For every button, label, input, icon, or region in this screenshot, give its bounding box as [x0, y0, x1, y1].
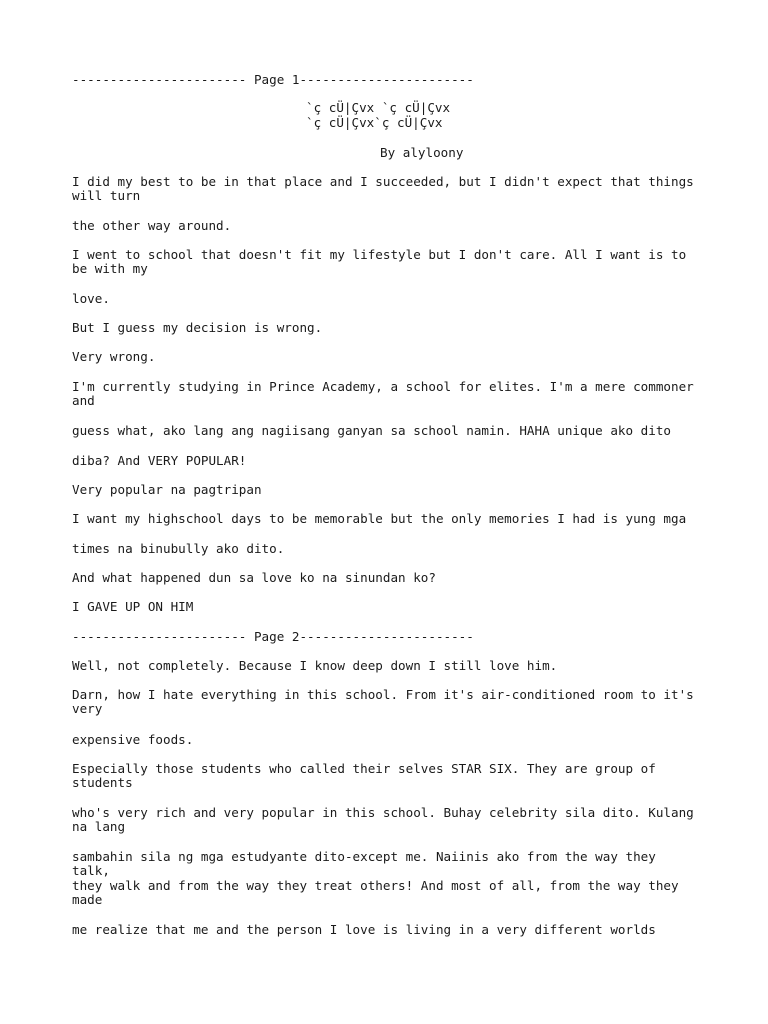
paragraph: But I guess my decision is wrong. — [72, 320, 323, 335]
paragraph: who's very rich and very popular in this school. Buhay celebrity sila dito. Kulang na lang — [72, 805, 702, 834]
paragraph: diba? And VERY POPULAR! — [72, 453, 247, 468]
page-1-separator: ----------------------- Page 1----------------------- — [72, 72, 474, 87]
paragraph: I'm currently studying in Prince Academy, a school for elites. I'm a mere commoner and — [72, 379, 702, 408]
title-line-1: `ç cÜ|Çvx `ç cÜ|Çvx — [306, 100, 451, 115]
paragraph: Well, not completely. Because I know deep down I still love him. — [72, 658, 558, 673]
paragraph: love. — [72, 291, 110, 306]
paragraph: I want my highschool days to be memorable but the only memories I had is yung mga — [72, 511, 687, 526]
paragraph: I GAVE UP ON HIM — [72, 599, 194, 614]
paragraph: expensive foods. — [72, 732, 194, 747]
byline: By alyloony — [380, 145, 464, 160]
paragraph: And what happened dun sa love ko na sinundan ko? — [72, 570, 436, 585]
paragraph: Very wrong. — [72, 349, 156, 364]
paragraph: times na binubully ako dito. — [72, 541, 285, 556]
paragraph: Very popular na pagtripan — [72, 482, 262, 497]
paragraph: me realize that me and the person I love is living in a very different worlds — [72, 922, 656, 937]
paragraph: I did my best to be in that place and I succeeded, but I didn't expect that things will turn — [72, 174, 702, 203]
paragraph: guess what, ako lang ang nagiisang ganyan sa school namin. HAHA unique ako dito — [72, 423, 671, 438]
title-line-2: `ç cÜ|Çvx`ç cÜ|Çvx — [306, 115, 443, 130]
paragraph: I went to school that doesn't fit my lifestyle but I don't care. All I want is to be with my — [72, 247, 694, 276]
paragraph: the other way around. — [72, 218, 232, 233]
page-2-separator: ----------------------- Page 2----------------------- — [72, 629, 474, 644]
paragraph: Especially those students who called their selves STAR SIX. They are group of students — [72, 761, 664, 790]
paragraph: they walk and from the way they treat others! And most of all, from the way they made — [72, 878, 687, 907]
paragraph: Darn, how I hate everything in this school. From it's air-conditioned room to it's very — [72, 687, 702, 716]
paragraph: sambahin sila ng mga estudyante dito-except me. Naiinis ako from the way they talk, — [72, 849, 664, 878]
